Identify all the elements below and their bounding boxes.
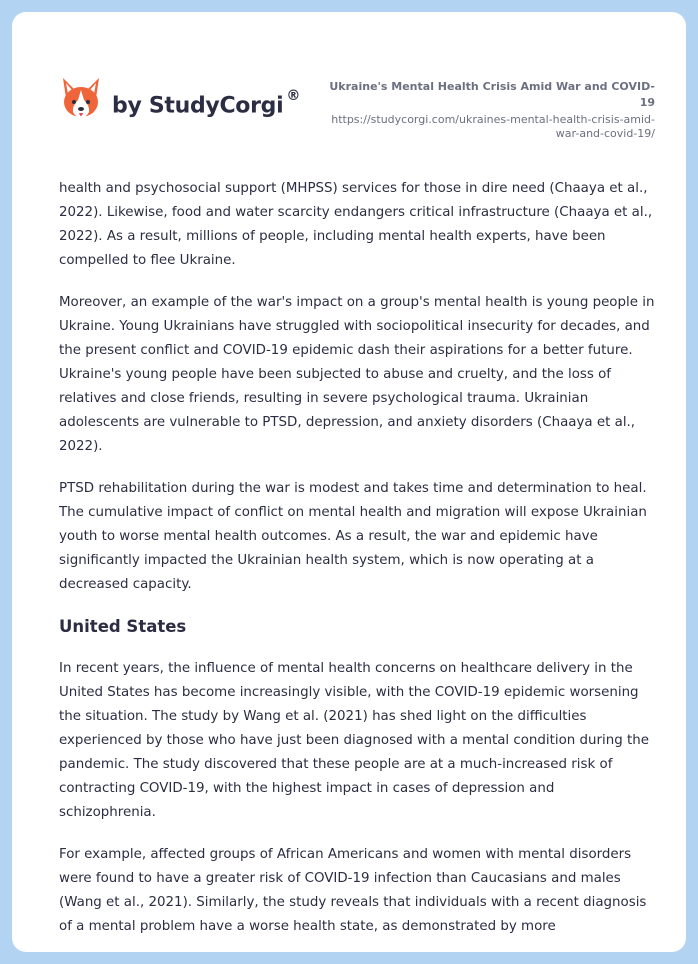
registered-mark: ® [286, 87, 301, 104]
brand-text: by StudyCorgi [112, 93, 284, 119]
paragraph-1: health and psychosocial support (MHPSS) services for those in dire need (Chaaya et al., 2022). Likewise, food and water scarcity endangers critical infrastructure (Chaaya et al., 2022). As a result, millions of people, including mental health experts, have been compelled to flee Ukraine. [59, 181, 653, 268]
brand-name [112, 87, 301, 119]
document-meta [315, 79, 655, 141]
document-url[interactable] [315, 113, 655, 141]
paragraph-2: Moreover, an example of the war's impact on a group's mental health is young people in Ukraine. Young Ukrainians have struggled with sociopolitical insecurity for decades, and the present conflict and COVID-19 epidemic dash their aspirations for a better future. Ukraine's young people have been subjected to abuse and cruelty, and the loss of relatives and close friends, resulting in severe psychological trauma. Ukrainian adolescents are vulnerable to PTSD, depression, and anxiety disorders (Chaaya et al., 2022). [59, 295, 655, 454]
url-line-1: https://studycorgi.com/ukraines-mental-health-crisis-amid- [331, 113, 655, 126]
section-heading: United States [59, 617, 187, 636]
studycorgi-logo[interactable] [60, 76, 300, 122]
document-title: Ukraine's Mental Health Crisis Amid War and COVID-19 [329, 80, 655, 109]
document-body [59, 177, 655, 952]
document-page [12, 12, 686, 952]
paragraph-4: In recent years, the influence of mental health concerns on healthcare delivery in the United States has become increasingly visible, with the COVID-19 epidemic worsening the situation. The study by Wang et al. (2021) has shed light on the difficulties experienced by those who have just been diagnosed with a mental condition during the pandemic. The study discovered that these people are at a much-increased risk of contracting COVID-19, with the highest impact in cases of depression and schizophrenia. [59, 661, 649, 820]
corgi-logo-icon [60, 76, 102, 122]
paragraph-5: For example, affected groups of African Americans and women with mental disorders were found to have a greater risk of COVID-19 infection than Caucasians and males (Wang et al., 2021). Similarly, the study reveals that individuals with a recent diagnosis of a mental problem have a worse health state, as demonstrated by more [59, 847, 647, 934]
url-line-2: war-and-covid-19/ [555, 127, 655, 140]
paragraph-3: PTSD rehabilitation during the war is modest and takes time and determination to heal. The cumulative impact of conflict on mental health and migration will expose Ukrainian youth to worse mental health outcomes. As a result, the war and epidemic have significantly impacted the Ukrainian health system, which is now operating at a decreased capacity. [59, 481, 647, 592]
